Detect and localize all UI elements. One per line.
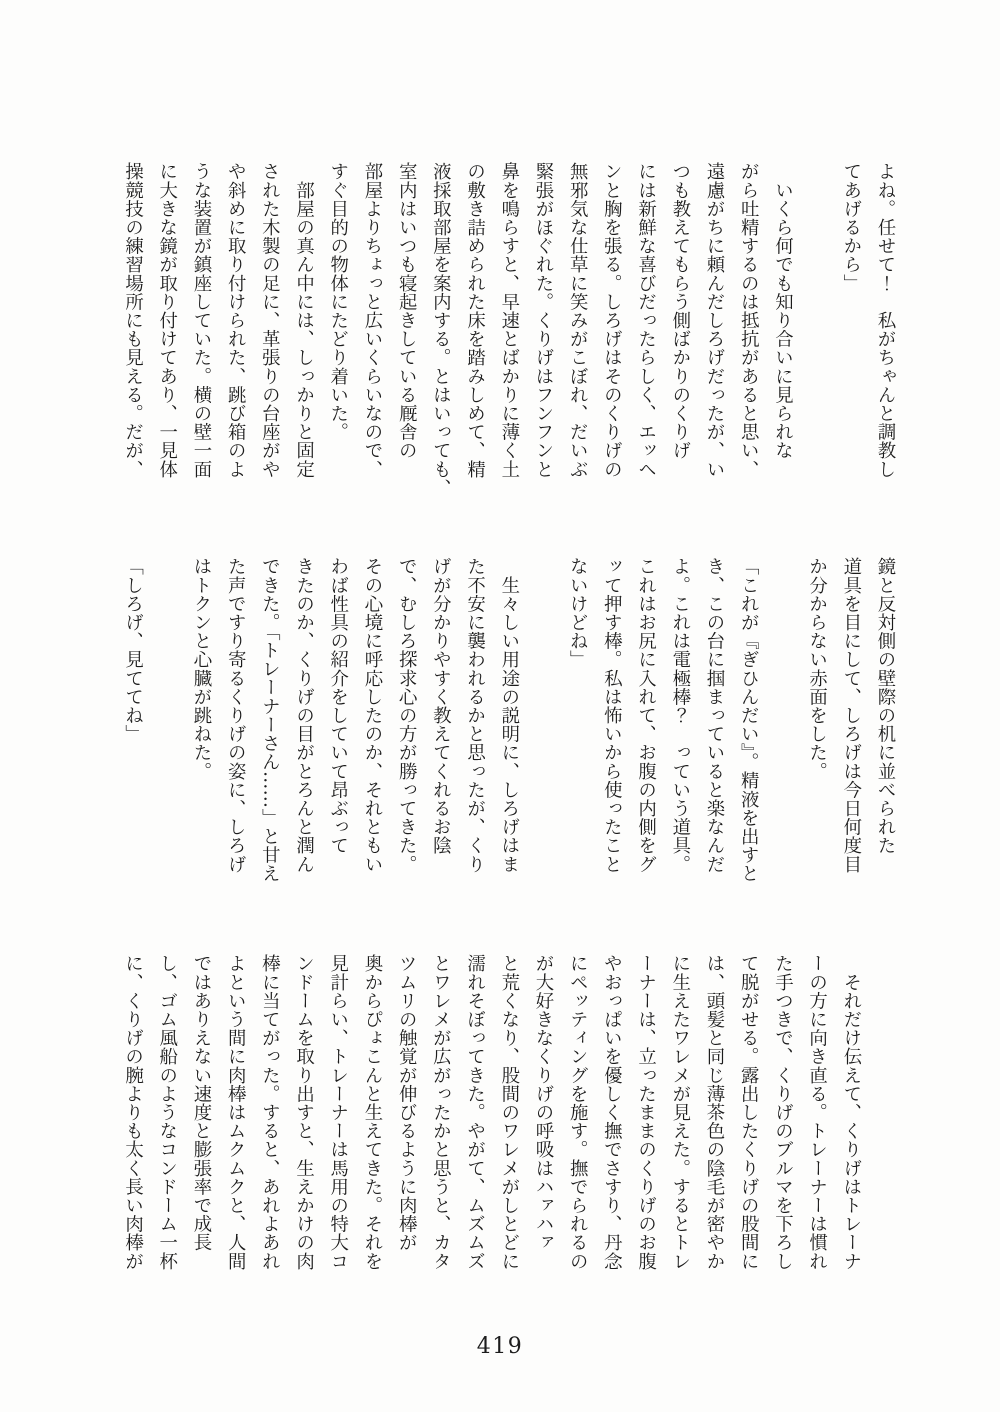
text-column: や斜めに取り付けられた、跳び箱のよ bbox=[225, 162, 247, 479]
text-column: きたのか、くりげの目がとろんと潤ん bbox=[293, 557, 315, 874]
text-column: 遠慮がちに頼んだしろげだったが、い bbox=[703, 162, 725, 479]
text-column: た手つきで、くりげのブルマを下ろし bbox=[772, 954, 794, 1271]
text-column: と荒くなり、股間のワレメがしとどに bbox=[498, 954, 520, 1271]
text-column: やおっぱいを優しく撫でさすり、丹念 bbox=[601, 954, 623, 1271]
text-column: はトクンと心臓が跳ねた。 bbox=[190, 557, 212, 781]
text-column: てあげるから」 bbox=[840, 162, 862, 293]
text-column: か分からない赤面をした。 bbox=[806, 557, 828, 781]
text-column: し、ゴム風船のようなコンドーム一杯 bbox=[156, 954, 178, 1271]
text-column bbox=[799, 162, 833, 504]
text-column: にペッティングを施す。撫でられるの bbox=[567, 954, 589, 1271]
text-column: とワレメが広がったかと思うと、カタ bbox=[430, 954, 452, 1271]
text-column: 鏡と反対側の壁際の机に並べられた bbox=[875, 557, 896, 855]
text-column: た声ですり寄るくりげの姿に、しろげ bbox=[225, 557, 247, 874]
text-column: よね。任せて！ 私がちゃんと調教し bbox=[875, 162, 896, 479]
text-column: できた。「トレーナーさん……」と甘え bbox=[259, 557, 281, 883]
text-column: 部屋の真ん中には、しっかりと固定 bbox=[293, 162, 315, 479]
text-column: ないけどね」 bbox=[567, 557, 589, 669]
text-band-bottom bbox=[115, 954, 902, 1296]
text-column: これはお尻に入れて、お腹の内側をグ bbox=[635, 557, 657, 874]
text-column: 無邪気な仕草に笑みがこぼれ、だいぶ bbox=[567, 162, 589, 479]
text-column: た不安に襲われるかと思ったが、くり bbox=[464, 557, 486, 874]
text-column: げが分かりやすく教えてくれるお陰 bbox=[430, 557, 452, 855]
text-column: ッて押す棒。私は怖いから使ったこと bbox=[601, 557, 623, 874]
text-column: 道具を目にして、しろげは今日何度目 bbox=[840, 557, 862, 874]
text-column: ーの方に向き直る。トレーナーは慣れ bbox=[806, 954, 828, 1271]
text-column: の敷き詰められた床を踏みしめて、精 bbox=[464, 162, 486, 479]
text-column: つも教えてもらう側ばかりのくりげ bbox=[669, 162, 691, 460]
text-column: 緊張がほぐれた。くりげはフンフンと bbox=[532, 162, 554, 479]
text-column: 濡れそぼってきた。やがて、ムズムズ bbox=[464, 954, 486, 1271]
text-column bbox=[868, 954, 902, 1296]
text-column: で、むしろ探求心の方が勝ってきた。 bbox=[396, 557, 418, 874]
text-column: ンと胸を張る。しろげはそのくりげの bbox=[601, 162, 623, 479]
text-column bbox=[150, 557, 184, 899]
text-column: て脱がせる。露出したくりげの股間に bbox=[738, 954, 760, 1271]
text-column: 「しろげ、見ててね」 bbox=[122, 557, 144, 743]
text-column: いくら何でも知り合いに見られな bbox=[772, 162, 794, 460]
text-column: 奥からぴょこんと生えてきた。それを bbox=[361, 954, 383, 1271]
text-column: 棒に当てがった。すると、あれよあれ bbox=[259, 954, 281, 1271]
text-column: は、頭髪と同じ薄茶色の陰毛が密やか bbox=[703, 954, 725, 1271]
text-column: された木製の足に、革張りの台座がや bbox=[259, 162, 281, 479]
text-column: うな装置が鎮座していた。横の壁一面 bbox=[190, 162, 212, 479]
text-column: に生えたワレメが見えた。するとトレ bbox=[669, 954, 691, 1271]
text-column: よという間に肉棒はムクムクと、人間 bbox=[225, 954, 247, 1271]
text-column: ではありえない速度と膨張率で成長 bbox=[190, 954, 212, 1252]
text-column: 液採取部屋を案内する。とはいっても、 bbox=[430, 162, 452, 497]
text-column: 鼻を鳴らすと、早速とばかりに薄く土 bbox=[498, 162, 520, 479]
text-band-middle bbox=[115, 557, 902, 899]
text-column: よ。これは電極棒？ っていう道具。 bbox=[669, 557, 691, 874]
text-column bbox=[765, 557, 799, 899]
text-column bbox=[526, 557, 560, 899]
text-column: すぐ目的の物体にたどり着いた。 bbox=[327, 162, 349, 441]
text-column: が大好きなくりげの呼吸はハァハァ bbox=[532, 954, 554, 1252]
text-column: がら吐精するのは抵抗があると思い、 bbox=[738, 162, 760, 479]
text-column: その心境に呼応したのか、それともい bbox=[361, 557, 383, 874]
text-column: 生々しい用途の説明に、しろげはま bbox=[498, 557, 520, 874]
text-column: ツムリの触覚が伸びるように肉棒が bbox=[396, 954, 418, 1252]
text-column: に、くりげの腕よりも太く長い肉棒が bbox=[122, 954, 144, 1271]
text-column: わば性具の紹介をしていて昂ぶって bbox=[327, 557, 349, 855]
text-column: に大きな鏡が取り付けてあり、一見体 bbox=[156, 162, 178, 479]
text-column: 部屋よりちょっと広いくらいなので、 bbox=[361, 162, 383, 479]
text-column: ンドームを取り出すと、生えかけの肉 bbox=[293, 954, 315, 1271]
text-column: には新鮮な喜びだったらしく、エッヘ bbox=[635, 162, 657, 479]
text-band-top bbox=[115, 162, 902, 504]
text-column: 室内はいつも寝起きしている厩舎の bbox=[396, 162, 418, 460]
text-column: 「これが『ぎひんだい』。精液を出すと bbox=[738, 557, 760, 883]
page-number: 419 bbox=[476, 1334, 524, 1359]
text-column: き、この台に掴まっていると楽なんだ bbox=[703, 557, 725, 874]
text-column: 操競技の練習場所にも見える。だが、 bbox=[122, 162, 144, 479]
text-column: 見計らい、トレーナーは馬用の特大コ bbox=[327, 954, 349, 1271]
text-column: それだけ伝えて、くりげはトレーナ bbox=[840, 954, 862, 1271]
text-column: ーナーは、立ったままのくりげのお腹 bbox=[635, 954, 657, 1271]
